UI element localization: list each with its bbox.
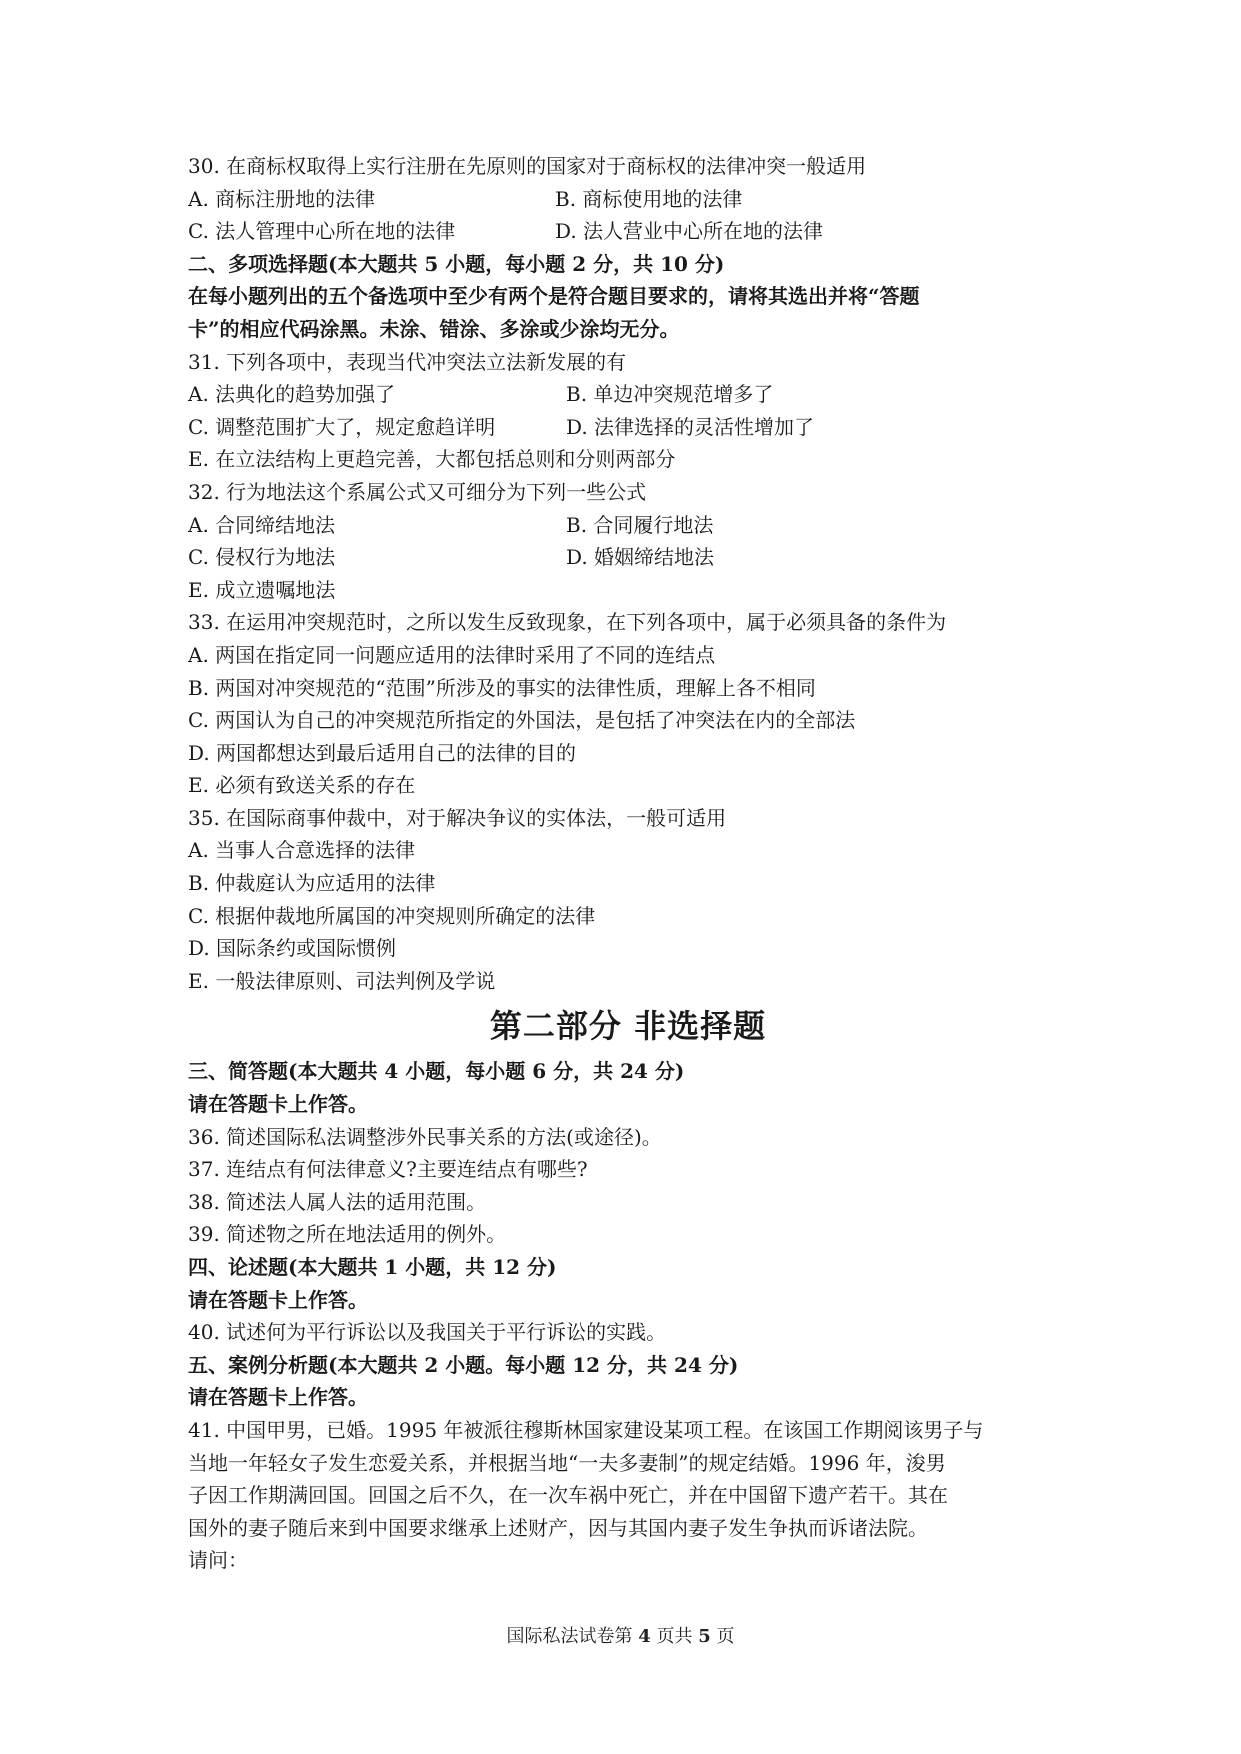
question-31-stem: 31. 下列各项中，表现当代冲突法立法新发展的有 xyxy=(188,349,627,374)
option-a: A. 当事人合意选择的法律 xyxy=(188,838,416,863)
question-33-stem: 33. 在运用冲突规范时，之所以发生反致现象，在下列各项中，属于必须具备的条件为 xyxy=(188,610,947,635)
section-2-heading: 二、多项选择题(本大题共 5 小题，每小题 2 分，共 10 分) xyxy=(188,251,725,276)
question-32-options-cd xyxy=(188,541,1068,574)
question-32-stem: 32. 行为地法这个系属公式又可细分为下列一些公式 xyxy=(188,479,647,504)
question-30-options-cd xyxy=(188,215,1068,248)
option-c: C. 法人管理中心所在地的法律 xyxy=(188,219,456,244)
section-5-instructions: 请在答题卡上作答。 xyxy=(188,1385,368,1410)
option-a: A. 商标注册地的法律 xyxy=(188,186,376,211)
page-content xyxy=(188,150,1068,1577)
option-b: B. 商标使用地的法律 xyxy=(555,186,743,211)
option-b: B. 仲裁庭认为应适用的法律 xyxy=(188,871,436,896)
section-5-heading: 五、案例分析题(本大题共 2 小题。每小题 12 分，共 24 分) xyxy=(188,1352,739,1377)
option-d: D. 法律选择的灵活性增加了 xyxy=(566,414,815,439)
question-37: 37. 连结点有何法律意义?主要连结点有哪些? xyxy=(188,1157,588,1182)
question-41-line1: 41. 中国甲男，已婚。1995 年被派往穆斯林国家建设某项工程。在该国工作期阅该男子与 xyxy=(188,1417,984,1442)
option-b: B. 单边冲突规范增多了 xyxy=(566,382,774,407)
question-40: 40. 试述何为平行诉讼以及我国关于平行诉讼的实践。 xyxy=(188,1320,667,1345)
footer-prefix: 国际私法试卷第 xyxy=(506,1626,639,1647)
option-a: A. 两国在指定同一问题应适用的法律时采用了不同的连结点 xyxy=(188,642,716,667)
question-36: 36. 简述国际私法调整涉外民事关系的方法(或途径)。 xyxy=(188,1124,662,1149)
section-4-instructions: 请在答题卡上作答。 xyxy=(188,1287,368,1312)
footer-suffix: 页 xyxy=(710,1626,735,1647)
section-3-heading: 三、简答题(本大题共 4 小题，每小题 6 分，共 24 分) xyxy=(188,1059,685,1084)
option-c: C. 侵权行为地法 xyxy=(188,545,336,570)
option-c: C. 两国认为自己的冲突规范所指定的外国法，是包括了冲突法在内的全部法 xyxy=(188,708,856,733)
question-31-options-cd xyxy=(188,411,1068,444)
question-38: 38. 简述法人属人法的适用范围。 xyxy=(188,1189,487,1214)
question-41-line3: 子因工作期满回国。回国之后不久，在一次车祸中死亡，并在中国留下遗产若干。其在 xyxy=(188,1483,948,1508)
option-d: D. 婚姻缔结地法 xyxy=(566,545,715,570)
question-35-stem: 35. 在国际商事仲裁中，对于解决争议的实体法，一般可适用 xyxy=(188,805,727,830)
question-41-line2: 当地一年轻女子发生恋爱关系，并根据当地“一夫多妻制”的规定结婚。1996 年，浚男 xyxy=(188,1450,946,1475)
option-c: C. 根据仲裁地所属国的冲突规则所确定的法律 xyxy=(188,903,596,928)
question-41-ask: 请问： xyxy=(188,1548,248,1573)
footer-page-number: 4 xyxy=(638,1626,651,1647)
part-2-title: 第二部分 非选择题 xyxy=(489,1007,767,1046)
footer-total-pages: 5 xyxy=(698,1626,711,1647)
option-d: D. 国际条约或国际惯例 xyxy=(188,936,397,961)
option-c: C. 调整范围扩大了，规定愈趋详明 xyxy=(188,414,496,439)
option-e: E. 在立法结构上更趋完善，大都包括总则和分则两部分 xyxy=(188,447,676,472)
question-41-line4: 国外的妻子随后来到中国要求继承上述财产，因与其国内妻子发生争执而诉诸法院。 xyxy=(188,1515,928,1540)
option-b: B. 合同履行地法 xyxy=(566,512,714,537)
page-footer xyxy=(0,1622,1241,1648)
footer-middle: 页共 xyxy=(650,1626,699,1647)
option-e: E. 成立遗嘱地法 xyxy=(188,577,336,602)
option-e: E. 一般法律原则、司法判例及学说 xyxy=(188,968,496,993)
question-30-stem: 30. 在商标权取得上实行注册在先原则的国家对于商标权的法律冲突一般适用 xyxy=(188,154,867,178)
section-2-instructions-line2: 卡”的相应代码涂黑。未涂、错涂、多涂或少涂均无分。 xyxy=(188,316,680,341)
question-31-options-ab xyxy=(188,378,1068,411)
option-e: E. 必须有致送关系的存在 xyxy=(188,773,416,798)
section-4-heading: 四、论述题(本大题共 1 小题，共 12 分) xyxy=(188,1255,557,1279)
option-d: D. 法人营业中心所在地的法律 xyxy=(555,219,824,244)
option-d: D. 两国都想达到最后适用自己的法律的目的 xyxy=(188,740,577,765)
section-2-instructions-line1: 在每小题列出的五个备选项中至少有两个是符合题目要求的，请将其选出并将“答题 xyxy=(188,284,920,309)
option-a: A. 合同缔结地法 xyxy=(188,512,336,537)
question-30-options-ab xyxy=(188,183,1068,216)
section-3-instructions: 请在答题卡上作答。 xyxy=(188,1092,368,1117)
option-a: A. 法典化的趋势加强了 xyxy=(188,382,396,407)
question-39: 39. 简述物之所在地法适用的例外。 xyxy=(188,1222,507,1247)
question-32-options-ab xyxy=(188,509,1068,542)
option-b: B. 两国对冲突规范的“范围”所涉及的事实的法律性质，理解上各不相同 xyxy=(188,675,816,700)
